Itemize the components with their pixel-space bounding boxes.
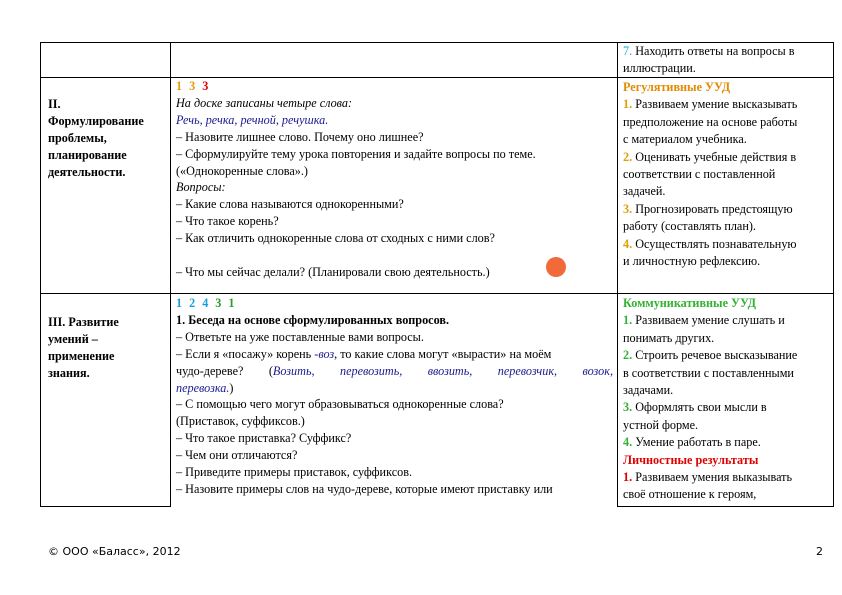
stage-title-line: планирование [48, 147, 127, 162]
stage-title-line: деятельности. [48, 164, 126, 179]
uud-item [623, 236, 828, 253]
method-numbers [176, 78, 613, 95]
table-border-left [40, 42, 41, 507]
uud-number: 4. [623, 435, 633, 450]
uud-text: с материалом учебника. [623, 132, 747, 147]
method-number: 4 [202, 296, 209, 310]
uud-text: устной форме. [623, 417, 699, 432]
content-line: Вопросы: [176, 180, 226, 195]
content-line [176, 346, 613, 363]
uud-text: Развиваем умение высказывать [635, 97, 798, 112]
uud-text: Прогнозировать предстоящую [635, 201, 793, 216]
method-numbers [176, 295, 613, 312]
skill-text: Находить ответы на вопросы в [632, 44, 795, 58]
uud-text: задачей. [623, 184, 666, 199]
content-line: – Как отличить однокоренные слова от сходных с ними слов? [176, 231, 495, 246]
uud-number: 1. [623, 313, 633, 328]
stage-title-line: проблемы, [48, 130, 107, 145]
row3-content-cell [176, 295, 613, 498]
word-examples: Возить, перевозить, ввозить, перевозчик, возок, [272, 363, 613, 378]
text-part: чудо-дереве? ( [176, 363, 273, 378]
uud-text: Оформлять свои мысли в [635, 400, 767, 415]
uud-text: Строить речевое высказывание [635, 348, 798, 363]
content-line: – Чем они отличаются? [176, 448, 298, 463]
content-line [176, 380, 613, 397]
uud-text: понимать других. [623, 330, 715, 345]
content-line: – Назовите лишнее слово. Почему оно лишнее? [176, 129, 424, 144]
uud-text: в соответствии с поставленными [623, 365, 794, 380]
skill-number: 7. [623, 44, 633, 58]
stage-title-line: II. [48, 97, 61, 111]
uud-text: предположение на основе работы [623, 114, 798, 129]
text-part: , то какие слова могут «вырасти» на моём [334, 346, 552, 361]
table-border-row3-top [40, 293, 834, 294]
method-number: 1 [228, 296, 235, 310]
row3-uud-cell [623, 295, 828, 504]
uud-number: 1. [623, 97, 633, 112]
table-border-right [833, 42, 834, 507]
page-number: 2 [816, 545, 823, 558]
stage-title-line: применение [48, 348, 115, 363]
personal-text: своё отношение к героям, [623, 487, 757, 502]
content-line: – Что мы сейчас делали? (Планировали свою деятельность.) [176, 264, 490, 279]
content-line: («Однокоренные слова».) [176, 163, 308, 178]
content-line: 1. Беседа на основе сформулированных вопросов. [176, 312, 450, 327]
uud-item [623, 434, 828, 451]
uud-number: 3. [623, 201, 633, 216]
content-line: – Что такое приставка? Суффикс? [176, 431, 352, 446]
row2-uud-cell [623, 79, 828, 270]
stage-title-line: умений – [48, 331, 98, 346]
uud-number: 4. [623, 236, 633, 251]
uud-item [623, 149, 828, 166]
content-line: – С помощью чего могут образовываться однокоренные слова? [176, 397, 504, 412]
text-part: ) [229, 380, 234, 395]
uud-text: Оценивать учебные действия в [635, 149, 797, 164]
uud-item [623, 312, 828, 329]
root-example: -воз [314, 346, 335, 361]
uud-item [623, 399, 828, 416]
row1-skills-cell [623, 43, 828, 77]
stage-3-title [48, 314, 166, 382]
stage-title-line: Формулирование [48, 113, 144, 128]
stage-title-line: знания. [48, 365, 90, 380]
method-number: 3 [215, 296, 222, 310]
method-number: 1 [176, 79, 183, 93]
skill-text-cont: иллюстрации. [623, 60, 696, 75]
uud-number: 3. [623, 400, 633, 415]
uud-item [623, 201, 828, 218]
table-divider-1 [170, 42, 171, 507]
personal-item [623, 469, 828, 486]
content-line: – Назовите примеры слов на чудо-дереве, которые имеют приставку или [176, 481, 553, 496]
uud-text: Развиваем умение слушать и [635, 313, 785, 328]
word-examples: перевозка. [176, 380, 230, 395]
uud-number: 2. [623, 149, 633, 164]
method-number: 2 [189, 296, 196, 310]
content-line: – Сформулируйте тему урока повторения и задайте вопросы по теме. [176, 146, 536, 161]
content-line: – Что такое корень? [176, 214, 279, 229]
table-border-bottom [40, 506, 170, 507]
method-number: 3 [189, 79, 196, 93]
personal-number: 1. [623, 470, 633, 485]
row2-content-cell [176, 78, 613, 281]
text-part: – Если я «посажу» корень [176, 346, 315, 361]
method-number: 3 [202, 79, 209, 93]
content-line [176, 363, 613, 380]
table-divider-2 [617, 42, 618, 507]
uud-text: соответствии с поставленной [623, 167, 776, 182]
content-line: (Приставок, суффиксов.) [176, 414, 305, 429]
table-border-bottom-right [617, 506, 834, 507]
content-line: Речь, речка, речной, речушка. [176, 112, 329, 127]
personal-text: Развиваем умения выказывать [632, 470, 793, 485]
method-number: 1 [176, 296, 183, 310]
content-line: – Приведите примеры приставок, суффиксов. [176, 465, 413, 480]
uud-title: Коммуникативные УУД [623, 296, 757, 310]
footer-copyright: © ООО «Баласс», 2012 [48, 545, 181, 558]
stage-2-title [48, 96, 166, 181]
uud-text: работу (составлять план). [623, 219, 756, 234]
uud-text: и личностную рефлексию. [623, 254, 761, 269]
uud-item [623, 96, 828, 113]
uud-text: задачами. [623, 383, 674, 398]
stage-title-line: III. Развитие [48, 315, 119, 329]
uud-number: 2. [623, 348, 633, 363]
orange-circle-marker [546, 257, 566, 277]
uud-title: Регулятивные УУД [623, 80, 731, 94]
content-line: – Ответьте на уже поставленные вами вопросы. [176, 329, 424, 344]
uud-text: Умение работать в паре. [635, 435, 761, 450]
uud-item [623, 347, 828, 364]
uud-text: Осуществлять познавательную [635, 236, 797, 251]
personal-results-title: Личностные результаты [623, 452, 759, 467]
content-line: На доске записаны четыре слова: [176, 95, 353, 110]
content-line: – Какие слова называются однокоренными? [176, 197, 404, 212]
